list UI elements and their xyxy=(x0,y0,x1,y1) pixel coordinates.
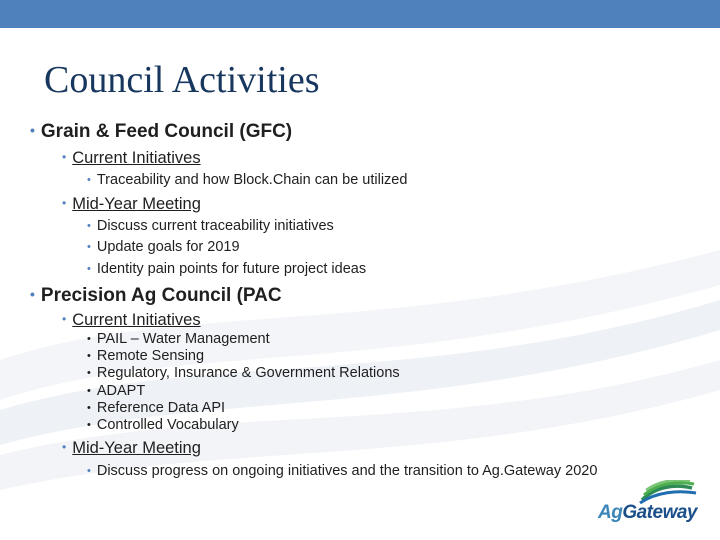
gfc-heading: Grain & Feed Council (GFC) xyxy=(40,121,293,142)
list-item: • Identity pain points for future project ideas xyxy=(87,261,367,277)
list-item: • Update goals for 2019 xyxy=(87,239,240,255)
pac-heading: Precision Ag Council (PAC xyxy=(40,285,282,306)
outline-item-gfc xyxy=(30,121,292,143)
bullet-icon: • xyxy=(30,122,35,138)
list-item: • Remote Sensing xyxy=(87,348,205,364)
outline-item-pac-current xyxy=(62,311,201,330)
bullet-icon: • xyxy=(87,333,91,345)
bullet-icon: • xyxy=(87,174,91,186)
bullet-icon: • xyxy=(62,312,67,326)
list-item: • Discuss current traceability initiatives xyxy=(87,218,334,234)
outline-item-gfc-midyear xyxy=(62,195,201,214)
list-item: • Reference Data API xyxy=(87,400,226,416)
bullet-icon: • xyxy=(62,196,67,210)
bullet-icon: • xyxy=(62,150,67,164)
gfc-current-initiatives-label: Current Initiatives xyxy=(72,149,201,167)
outline-item-pac-midyear xyxy=(62,439,201,458)
bullet-icon: • xyxy=(30,286,35,302)
pac-current-initiatives-label: Current Initiatives xyxy=(72,311,201,329)
list-item: • Controlled Vocabulary xyxy=(87,417,239,433)
gfc-mid-year-meeting-label: Mid-Year Meeting xyxy=(72,195,201,213)
bullet-icon: • xyxy=(87,367,91,379)
bullet-icon: • xyxy=(87,220,91,232)
bullet-icon: • xyxy=(62,440,67,454)
bullet-icon: • xyxy=(87,419,91,431)
bullet-icon: • xyxy=(87,385,91,397)
slide-title: Council Activities xyxy=(44,59,320,101)
bullet-icon: • xyxy=(87,350,91,362)
bullet-icon: • xyxy=(87,263,91,275)
bullet-icon: • xyxy=(87,241,91,253)
list-item: • Discuss progress on ongoing initiatives and the transition to Ag.Gateway 2020 xyxy=(87,463,598,479)
pac-mid-year-meeting-label: Mid-Year Meeting xyxy=(72,439,201,457)
list-item: • PAIL – Water Management xyxy=(87,331,270,347)
list-item: • Traceability and how Block.Chain can be utilized xyxy=(87,172,408,188)
logo-swoosh-icon xyxy=(598,480,698,504)
list-item: • ADAPT xyxy=(87,383,146,399)
aggateway-logo xyxy=(598,480,698,526)
outline-item-pac xyxy=(30,285,282,307)
bullet-icon: • xyxy=(87,465,91,477)
logo-wordmark: AgGateway xyxy=(598,502,697,523)
list-item: • Regulatory, Insurance & Government Relations xyxy=(87,365,400,381)
outline-item-gfc-current xyxy=(62,149,201,168)
bullet-icon: • xyxy=(87,402,91,414)
